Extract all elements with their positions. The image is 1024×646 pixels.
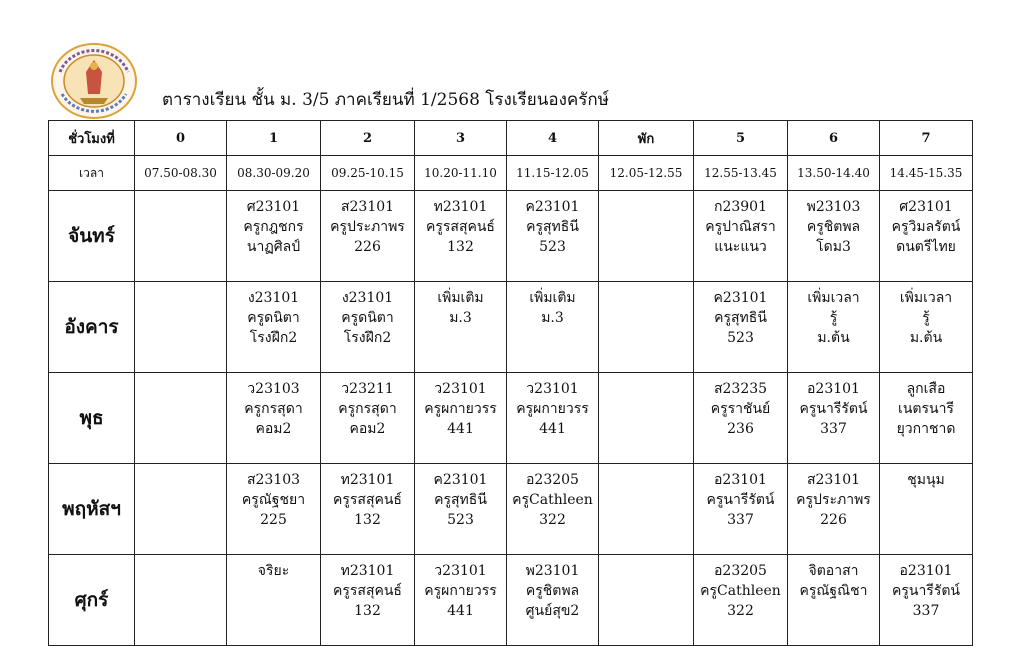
schedule-cell	[227, 191, 321, 282]
cell-line: ท23101	[340, 563, 395, 579]
schedule-cell	[321, 555, 415, 646]
page-title: ตารางเรียน ชั้น ม. 3/5 ภาคเรียนที่ 1/2568 โรงเรียนองครักษ์	[162, 90, 609, 110]
cell-line: ส23103	[246, 472, 301, 488]
time-cell: 07.50-08.30	[135, 156, 227, 191]
day-name: อังคาร	[49, 282, 135, 373]
day-row	[49, 191, 973, 282]
cell-line: ครูรสสุคนธ์	[333, 492, 402, 508]
time-row	[49, 156, 973, 191]
period-header: พัก	[599, 121, 694, 156]
cell-line: แนะแนว	[714, 239, 767, 255]
schedule-cell	[415, 555, 507, 646]
schedule-cell	[599, 464, 694, 555]
cell-line: ครูกฎชกร	[243, 219, 304, 235]
schedule-cell	[227, 464, 321, 555]
schedule-cell	[880, 191, 973, 282]
cell-line: ครูนารีรัตน์	[799, 401, 868, 417]
cell-line: ครูCathleen	[512, 492, 593, 508]
cell-line: ครูรสสุคนธ์	[333, 583, 402, 599]
cell-line: ม.3	[541, 310, 564, 326]
schedule-cell	[227, 282, 321, 373]
header-row	[49, 121, 973, 156]
cell-line: ดนตรีไทย	[896, 239, 956, 255]
cell-line: ยุวกาชาด	[896, 421, 956, 437]
schedule-cell	[880, 464, 973, 555]
cell-line: ง23101	[341, 290, 394, 306]
cell-line: ว23101	[434, 381, 487, 397]
cell-line: โรงฝึก2	[343, 330, 392, 346]
cell-line: ชุมนุม	[907, 472, 945, 488]
cell-line: นาฏศิลป์	[246, 239, 301, 255]
cell-line: ลูกเสือ	[906, 381, 946, 397]
cell-line: โดม3	[816, 239, 851, 255]
cell-line: 523	[447, 512, 474, 528]
schedule-cell	[507, 555, 599, 646]
cell-line: รู้	[829, 310, 838, 326]
schedule-cell	[415, 464, 507, 555]
schedule-cell	[599, 373, 694, 464]
schedule-cell	[321, 373, 415, 464]
cell-line: ม.ต้น	[817, 330, 850, 346]
time-cell: 08.30-09.20	[227, 156, 321, 191]
time-cell: 09.25-10.15	[321, 156, 415, 191]
cell-line: ม.3	[449, 310, 472, 326]
time-cell: 12.55-13.45	[694, 156, 788, 191]
cell-line: ครูราชันย์	[710, 401, 771, 417]
day-row	[49, 282, 973, 373]
schedule-cell	[599, 555, 694, 646]
schedule-cell	[135, 464, 227, 555]
period-header: 7	[880, 121, 973, 156]
cell-line: อ23205	[526, 472, 579, 488]
day-row	[49, 464, 973, 555]
period-header: 2	[321, 121, 415, 156]
cell-line: 337	[727, 512, 754, 528]
time-label: เวลา	[49, 156, 135, 191]
cell-line: ครูชิตพล	[525, 583, 580, 599]
time-cell: 11.15-12.05	[507, 156, 599, 191]
schedule-cell	[788, 555, 880, 646]
cell-line: 441	[539, 421, 566, 437]
cell-line: 132	[354, 603, 381, 619]
cell-line: 132	[447, 239, 474, 255]
cell-line: อ23101	[899, 563, 953, 579]
cell-line: ครูCathleen	[700, 583, 781, 599]
day-name: พุธ	[49, 373, 135, 464]
cell-line: ครูผกายวรร	[424, 583, 497, 599]
cell-line: ค23101	[525, 199, 580, 215]
school-logo	[50, 42, 138, 120]
cell-line: รู้	[922, 310, 930, 326]
cell-line: เพิ่มเติม	[529, 290, 576, 306]
cell-line: 337	[912, 603, 940, 619]
cell-line: 225	[260, 512, 287, 528]
schedule-cell	[788, 282, 880, 373]
cell-line: 523	[539, 239, 566, 255]
cell-line: ครูสุทธินี	[714, 310, 767, 326]
cell-line: ท23101	[433, 199, 488, 215]
schedule-cell	[694, 555, 788, 646]
period-header: 0	[135, 121, 227, 156]
period-header: 4	[507, 121, 599, 156]
cell-line: ครูวิมลรัตน์	[891, 219, 961, 235]
cell-line: ว23211	[341, 381, 394, 397]
cell-line: 322	[727, 603, 754, 619]
cell-line: 226	[354, 239, 381, 255]
schedule-cell	[788, 464, 880, 555]
cell-line: ค23101	[713, 290, 768, 306]
schedule-cell	[507, 373, 599, 464]
schedule-cell	[507, 464, 599, 555]
schedule-cell	[694, 464, 788, 555]
day-row	[49, 373, 973, 464]
schedule-cell	[694, 191, 788, 282]
cell-line: ครูประภาพร	[330, 219, 405, 235]
cell-line: ท23101	[340, 472, 395, 488]
cell-line: ศ23101	[899, 199, 953, 215]
schedule-cell	[135, 191, 227, 282]
schedule-cell	[227, 555, 321, 646]
cell-line: 523	[727, 330, 754, 346]
cell-line: ส23101	[806, 472, 861, 488]
cell-line: 236	[727, 421, 754, 437]
schedule-cell	[880, 373, 973, 464]
cell-line: อ23205	[714, 563, 767, 579]
cell-line: ครูสุทธินี	[434, 492, 487, 508]
period-header: 6	[788, 121, 880, 156]
cell-line: พ23103	[806, 199, 861, 215]
cell-line: ก23901	[713, 199, 767, 215]
time-cell: 10.20-11.10	[415, 156, 507, 191]
cell-line: ครูกรสุดา	[338, 401, 397, 417]
schedule-cell	[599, 191, 694, 282]
schedule-cell	[599, 282, 694, 373]
cell-line: คอม2	[255, 421, 292, 437]
header-label: ชั่วโมงที่	[49, 121, 135, 156]
cell-line: ม.ต้น	[909, 330, 943, 346]
day-name: จันทร์	[49, 191, 135, 282]
cell-line: ครูผกายวรร	[424, 401, 497, 417]
period-header: 5	[694, 121, 788, 156]
schedule-cell	[321, 191, 415, 282]
cell-line: 322	[539, 512, 566, 528]
cell-line: ค23101	[433, 472, 488, 488]
cell-line: ครูดนิตา	[341, 310, 394, 326]
cell-line: ครูผกายวรร	[516, 401, 589, 417]
schedule-cell	[415, 282, 507, 373]
schedule-cell	[415, 191, 507, 282]
cell-line: ว23101	[526, 381, 579, 397]
cell-line: ศูนย์สุข2	[525, 603, 580, 619]
cell-line: จริยะ	[257, 563, 290, 579]
schedule-cell	[694, 282, 788, 373]
cell-line: เพิ่มเติม	[437, 290, 484, 306]
cell-line: ศ23101	[246, 199, 301, 215]
schedule-cell	[135, 373, 227, 464]
schedule-cell	[135, 282, 227, 373]
day-name: พฤหัสฯ	[49, 464, 135, 555]
cell-line: ง23101	[247, 290, 300, 306]
cell-line: อ23101	[807, 381, 860, 397]
cell-line: โรงฝึก2	[249, 330, 298, 346]
schedule-cell	[227, 373, 321, 464]
cell-line: 441	[447, 421, 474, 437]
period-header: 1	[227, 121, 321, 156]
cell-line: ครูประภาพร	[796, 492, 871, 508]
cell-line: 132	[354, 512, 381, 528]
schedule-cell	[788, 373, 880, 464]
cell-line: ครูสุทธินี	[526, 219, 579, 235]
schedule-cell	[880, 555, 973, 646]
time-cell: 12.05-12.55	[599, 156, 694, 191]
time-cell: 14.45-15.35	[880, 156, 973, 191]
day-row	[49, 555, 973, 646]
cell-line: ครูชิตพล	[806, 219, 861, 235]
cell-line: ครูกรสุดา	[244, 401, 303, 417]
time-cell: 13.50-14.40	[788, 156, 880, 191]
schedule-cell	[507, 191, 599, 282]
schedule-cell	[321, 282, 415, 373]
cell-line: อ23101	[714, 472, 767, 488]
schedule-cell	[415, 373, 507, 464]
cell-line: ครูณัฐชยา	[241, 492, 306, 508]
schedule-cell	[321, 464, 415, 555]
cell-line: ส23101	[340, 199, 395, 215]
day-name: ศุกร์	[49, 555, 135, 646]
cell-line: ส23235	[713, 381, 768, 397]
cell-line: ว23101	[434, 563, 487, 579]
schedule-cell	[135, 555, 227, 646]
cell-line: ครูณัฐณิชา	[799, 583, 868, 599]
period-header: 3	[415, 121, 507, 156]
cell-line: เพิ่มเวลา	[899, 290, 953, 306]
cell-line: พ23101	[525, 563, 580, 579]
cell-line: 337	[820, 421, 847, 437]
schedule-cell	[507, 282, 599, 373]
cell-line: เพิ่มเวลา	[807, 290, 860, 306]
cell-line: ครูดนิตา	[247, 310, 300, 326]
cell-line: 441	[447, 603, 474, 619]
cell-line: ครูรสสุคนธ์	[426, 219, 495, 235]
cell-line: ว23103	[247, 381, 300, 397]
cell-line: ครูนารีรัตน์	[706, 492, 775, 508]
schedule-cell	[694, 373, 788, 464]
cell-line: ครูปาณิสรา	[705, 219, 776, 235]
timetable	[48, 120, 973, 646]
schedule-cell	[788, 191, 880, 282]
schedule-cell	[880, 282, 973, 373]
cell-line: คอม2	[349, 421, 386, 437]
cell-line: 226	[820, 512, 847, 528]
cell-line: เนตรนารี	[898, 401, 954, 417]
cell-line: จิตอาสา	[808, 563, 859, 579]
cell-line: ครูนารีรัตน์	[891, 583, 961, 599]
